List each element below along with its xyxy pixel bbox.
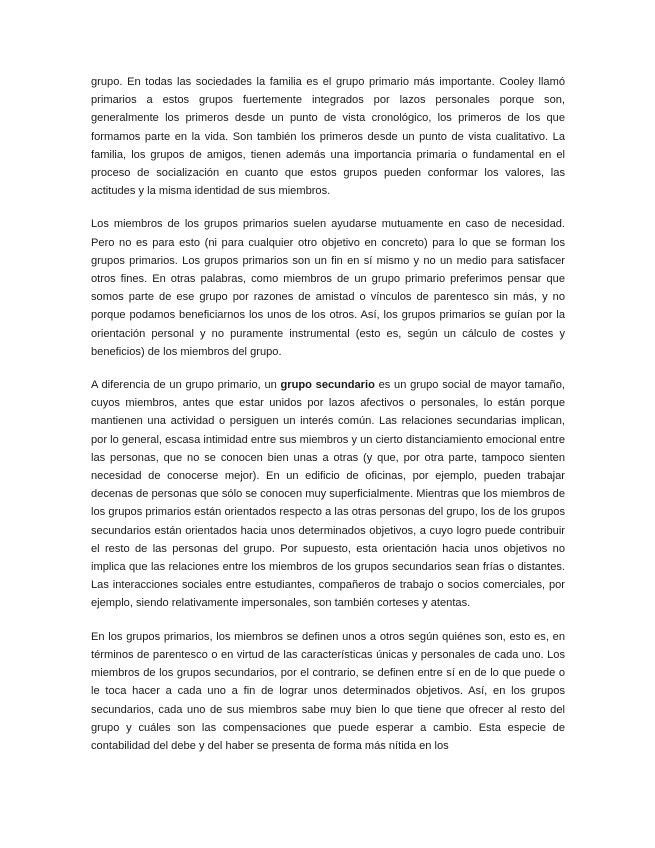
paragraph-secondary-group-intro: A diferencia de un grupo primario, un	[91, 379, 281, 392]
paragraph-secondary-group	[91, 376, 565, 613]
paragraph-definitions-comparison: En los grupos primarios, los miembros se definen unos a otros según quiénes son, esto es, en términos de parentesco o en virtud de las características únicas y personales de cada uno. Los miembros de los grupos secundarios, por el contrario, se definen entre sí en de lo que puede o le toca hacer a cada uno a fin de lograr unos determinados objetivos. Así, en los grupos secundarios, cada uno de sus miembros sabe muy bien lo que tiene que ofrecer al resto del grupo y cuáles son las compensaciones que puede esperar a cambio. Esta especie de contabilidad del debe y del haber se presenta de forma más nítida en los	[91, 630, 565, 752]
paragraph-secondary-group-rest: es un grupo social de mayor tamaño, cuyos miembros, antes que estar unidos por lazos afectivos o personales, lo están porque mantienen una actividad o persiguen un interés común. Las relaciones secundarias implican, por lo general, escasa intimidad entre sus miembros y un cierto distanciamiento emocional entre las personas, que no se conocen bien unas a otras (y que, por otra parte, tampoco sienten necesidad de conocerse mejor). En un edificio de oficinas, por ejemplo, pueden trabajar decenas de personas que sólo se conocen muy superficialmente. Mientras que los miembros de los grupos primarios están orientados respecto a las otras personas del grupo, los de los grupos secundarios están orientados hacia unos determinados objetivos, a cuyo logro puede contribuir el resto de las personas del grupo. Por supuesto, esta orientación hacia unos objetivos no implica que las relaciones entre los miembros de los grupos secundarios sean frías o distantes. Las interacciones sociales entre estudiantes, compañeros de trabajo o socios comerciales, por ejemplo, siendo relativamente impersonales, son también corteses y atentas.	[91, 379, 565, 610]
paragraph-primary-group-members: Los miembros de los grupos primarios suelen ayudarse mutuamente en caso de necesidad. Pero no es para esto (ni para cualquier otro objetivo en concreto) para lo que se forman los grupos primarios. Los grupos primarios son un fin en sí mismo y no un medio para satisfacer otros fines. En otras palabras, como miembros de un grupo primario preferimos pensar que somos parte de ese grupo por razones de amistad o vínculos de parentesco sin más, y no porque podamos beneficiarnos los unos de los otros. Así, los grupos primarios se guían por la orientación personal y no puramente instrumental (esto es, según un cálculo de costes y beneficios) de los miembros del grupo.	[91, 218, 565, 358]
term-grupo-secundario: grupo secundario	[280, 379, 375, 392]
document-body	[91, 73, 565, 770]
paragraph-family-primary-group: grupo. En todas las sociedades la familia es el grupo primario más importante. Cooley llamó primarios a estos grupos fuertemente integrados por lazos personales porque son, generalmente los primeros desde un punto de vista cronológico, los primeros de los que formamos parte en la vida. Son también los primeros desde un punto de vista cualitativo. La familia, los grupos de amigos, tienen además una importancia primaria o fundamental en el proceso de socialización en cuanto que estos grupos pueden conformar los valores, las actitudes y la misma identidad de sus miembros.	[91, 76, 565, 198]
